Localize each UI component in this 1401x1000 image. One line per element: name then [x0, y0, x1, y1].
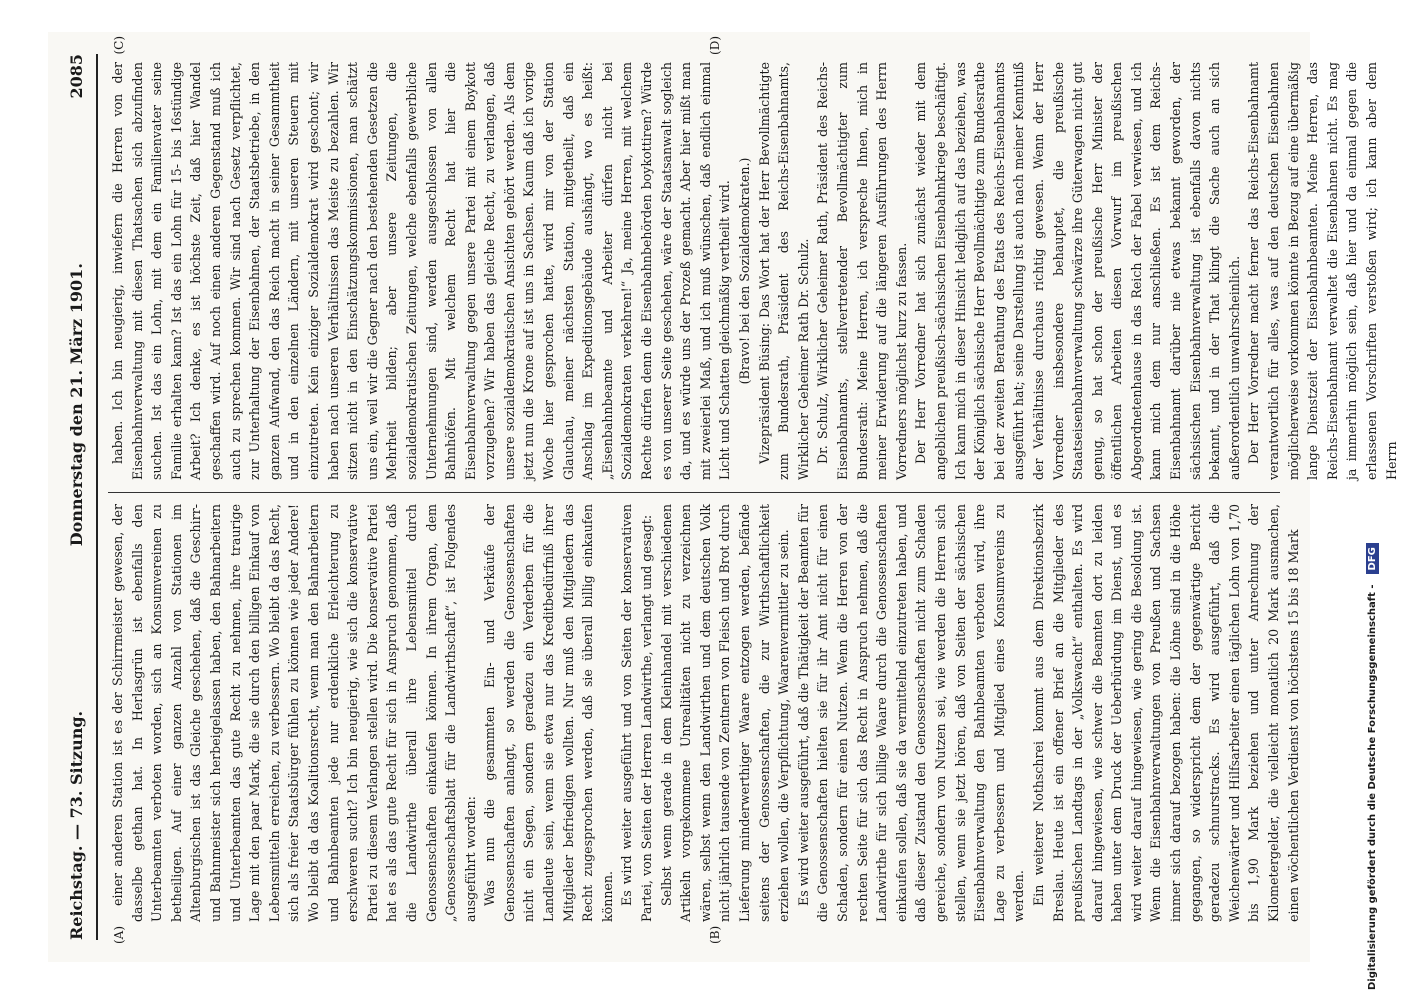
page-number: 2085 — [66, 54, 86, 99]
paragraph: Dr. Schulz, Wirklicher Geheimer Rath, Präsident des Reichs-Eisenbahnamts, stellvertretender Bevollmächtigter zum Bundesrath: Meine Herren, ich verspreche Ihnen, mich in meiner Erwiderung auf die längeren Ausführungen des Herrn Vorredners möglichst kurz zu fassen. — [815, 62, 909, 480]
paragraph: Es wird weiter ausgeführt, daß die Thätigkeit der Beamten für die Genossenschaften hielten sie für ihr Amt nicht für einen Schaden, sondern für einen Nutzen. Wenn die Herren von der rechten Seite für sich das Recht in Anspruch nehmen, daß die Landwirthe für sich billige Waare durch die Genossenschaften einkaufen sollen, daß sie da vermittelnd einzutreten haben, und daß dieser Zustand den Genossenschaften nicht zum Schaden gereiche, sondern von Nutzen sei, wie werden die Herren sich stellen, wenn sie jetzt hören, daß von Seiten der sächsischen Eisenbahnverwaltung den Bahnbeamten verboten wird, ihre Lage zu verbessern und Mitglied eines Konsumvereins zu werden. — [795, 504, 1027, 922]
left-column — [108, 504, 1301, 922]
paragraph: Was nun die gesammten Ein- und Verkäufe der Genossenschaften anlangt, so werden die Genossenschaften nicht ein Segen, sondern geradezu ein Verderben für die Landleute sein, wenn sie etwa nur das Kreditbedürfniß ihrer Mitglieder befriedigen wollten. Nur muß den Mitgliedern das Recht zugesprochen werden, daß sie überall billig einkaufen können. — [482, 504, 615, 922]
paragraph: Es wird weiter ausgeführt und von Seiten der konservativen Partei, von Seiten der Herren Landwirthe, verlangt und gesagt: — [619, 504, 655, 922]
column-divider — [108, 492, 1280, 493]
header-date: Donnerstag den 21. März 1901. — [66, 263, 86, 547]
header-rule — [96, 54, 98, 940]
margin-mark-c: (C) — [112, 36, 126, 55]
right-column — [108, 62, 1399, 480]
interjection: (Bravo! bei den Sozialdemokraten.) — [737, 157, 752, 385]
paragraph: Der Herr Vorredner macht ferner das Reichs-Eisenbahnamt verantwortlich für alles, was auf den deutschen Eisenbahnen möglicherweise vorkommen könnte in Bezug auf eine übermäßig lange Dienstzeit der Eisenbahnbeamten. Meine Herren, das Reichs-Eisenbahnamt verwaltet die Eisenbahnen nicht. Es mag ja immerhin möglich sein, daß hier und da einmal gegen die erlassenen Vorschriften verstoßen wird; ich kann aber dem Herrn — [1246, 62, 1399, 480]
paragraph: Vizepräsident Büsing: Das Wort hat der Herr Bevollmächtigte zum Bundesrath, Präsident des Reichs-Eisenbahnamts, Wirklicher Geheimer Rath Dr. Schulz. — [756, 62, 811, 480]
paragraph: haben. Ich bin neugierig, inwiefern die Herren von der Eisenbahnverwaltung mit diesen Thatsachen sich abzufinden suchen. Ist das ein Lohn, mit dem ein Familienvater seine Familie erhalten kann? Ist das ein Lohn für 15- bis 16stündige Arbeit? Ich denke, es ist höchste Zeit, daß hier Wandel geschaffen wird. Auf noch einen anderen Gegenstand muß ich auch zu sprechen kommen. Wir sind nach Gesetz verpflichtet, zur Unterhaltung der Eisenbahnen, der Staatsbetriebe, in den ganzen Aufwand, den das Reich macht in seiner Gesammtheit und in den einzelnen Ländern, mit unseren Steuern mit einzutreten. Kein einziger Sozialdemokrat wird geschont; wir haben nach unseren Verhältnissen das Meiste zu bezahlen. Wir sitzen nicht in den Einschätzungskommissionen, man schätzt uns ein, weil wir die Gegner nach den bestehenden Gesetzen die Mehrheit bilden; aber unsere Zeitungen, die sozialdemokratischen Zeitungen, welche ebenfalls gewerbliche Unternehmungen sind, werden ausgeschlossen von allen Bahnhöfen. Mit welchem Recht hat hier die Eisenbahnverwaltung gegen unsere Partei mit einem Boykott vorzugehen? Wir haben das gleiche Recht, zu verlangen, daß unsere sozialdemokratischen Ansichten gehört werden. Als dem jetzt nun die Krone auf ist uns in Sachsen. Kaum daß ich vorige Woche hier gesprochen hatte, wird mir von der Station Glauchau, meiner nächsten Station, mitgetheilt, daß ein Anschlag im Expeditionsgebäude aushängt, wo es heißt: „Eisenbahnbeamte und Arbeiter dürfen nicht bei Sozialdemokraten verkehren!“ Ja, meine Herren, mit welchem Rechte dürfen denn die Eisenbahnbehörden boykottiren? Würde es von unserer Seite geschehen, wäre der Staatsanwalt sogleich da, und es würde uns der Prozeß gemacht. Aber hier mißt man mit zweierlei Maß, und ich muß wünschen, daß endlich einmal Licht und Schatten gleichmäßig vertheilt wird. — [110, 62, 733, 480]
margin-mark-b: (B) — [708, 925, 722, 944]
dfg-logo: DFG — [1366, 543, 1379, 574]
page-header — [58, 54, 94, 940]
paragraph: Selbst wenn gerade in dem Kleinhandel mit verschiedenen Artikeln vorgekommene Unrealitäten nicht zu verzeichnen wären, selbst wenn den Landwirthen und dem deutschen Volk nicht jährlich tausende von Zentnern von Fleisch und Brot durch Lieferung minderwerthiger Waare entzogen werden, befände seitens der Genossenschaften, die zur Wirthschaftlichkeit erziehen wollen, die Verpflichtung, Waarenvermittler zu sein. — [658, 504, 792, 922]
digitization-note — [1341, 0, 1383, 1000]
header-left: Reichstag. — 73. Sitzung. — [66, 710, 86, 940]
paragraph: einer anderen Station ist es der Schirrmeister gewesen, der dasselbe gethan hat. In Herlasgrün ist ebenfalls den Unterbeamten verboten worden, sich an Konsumvereinen zu betheiligen. Auf einer ganzen Anzahl von Stationen im Altenburgischen ist das Gleiche geschehen, daß die Geschirr- und Bahnmeister sich herbeigelassen haben, den Bahnarbeitern und Unterbeamten das gute Recht zu nehmen, ihre traurige Lage mit den paar Mark, die sie durch den billigen Einkauf von Lebensmitteln erreichen, zu verbessern. Wo bleibt da das Recht, sich als freier Staatsbürger fühlen zu können wie jeder Andere! Wo bleibt da das Koalitionsrecht, wenn man den Bahnarbeitern und Bahnbeamten jede nur erdenkliche Erleichterung zu erschweren sucht? Ich bin neugierig, wie sich die konservative Partei zu diesem Verlangen stellen wird. Die konservative Partei hat es als das gute Recht für sich in Anspruch genommen, daß die Landwirthe überall ihre Lebensmittel durch Genossenschaften einkaufen können. In ihrem Organ, dem „Genossenschaftsblatt für die Landwirthschaft“, ist Folgendes ausgeführt worden: — [110, 504, 478, 922]
digitization-text: Digitalisierung gefördert durch die Deutsche Forschungsgemeinschaft - — [1366, 584, 1378, 990]
paragraph: Der Herr Vorredner hat sich zunächst wieder mit dem angeblichen preußisch-sächsischen Eisenbahnkriege beschäftigt. Ich kann mich in dieser Hinsicht lediglich auf das beziehen, was der Königlich sächsische Herr Bevollmächtigte zum Bundesrathe bei der zweiten Berathung des Etats des Reichs-Eisenbahnamts ausgeführt hat; seine Darstellung ist auch nach meiner Kenntniß der Verhältnisse durchaus richtig gewesen. Wenn der Herr Vorredner insbesondere behauptet, die preußische Staatseisenbahnverwaltung schwärze ihre Güterwagen nicht gut genug, so hat schon der preußische Herr Minister der öffentlichen Arbeiten diesen Vorwurf im preußischen Abgeordnetenhause in das Reich der Fabel verwiesen, und ich kann mich dem nur anschließen. Es ist dem Reichs-Eisenbahnamt darüber nie etwas bekannt geworden, der sächsischen Eisenbahnverwaltung ist ebenfalls davon nichts bekannt, und in der That klingt die Sache auch an sich außerordentlich unwahrscheinlich. — [913, 62, 1242, 480]
paragraph: Ein weiterer Nothschrei kommt aus dem Direktionsbezirk Breslau. Heute ist ein offener Brief an die Mitglieder des preußischen Landtags in der „Volkswacht“ enthalten. Es wird darauf hingewiesen, wie schwer die Beamten dort zu leiden haben unter dem Druck der Ueberbürdung im Dienst, und es wird weiter darauf hingewiesen, wie gering die Besoldung ist. Wenn die Eisenbahnverwaltungen von Preußen und Sachsen immer sich darauf bezogen haben: die Löhne sind in die Höhe gegangen, so widerspricht dem der gegenwärtige Bericht geradezu schnurstracks. Es wird ausgeführt, daß die Weichenwärter und Hilfsarbeiter einen täglichen Lohn von 1,70 bis 1,90 Mark beziehen und unter Anrechnung der Kilometergelder, die vielleicht monatlich 20 Mark ausmachen, einen wöchentlichen Verdienst von höchstens 15 bis 18 Mark — [1030, 504, 1301, 922]
margin-mark-a: (A) — [112, 925, 126, 944]
margin-mark-d: (D) — [708, 36, 722, 55]
